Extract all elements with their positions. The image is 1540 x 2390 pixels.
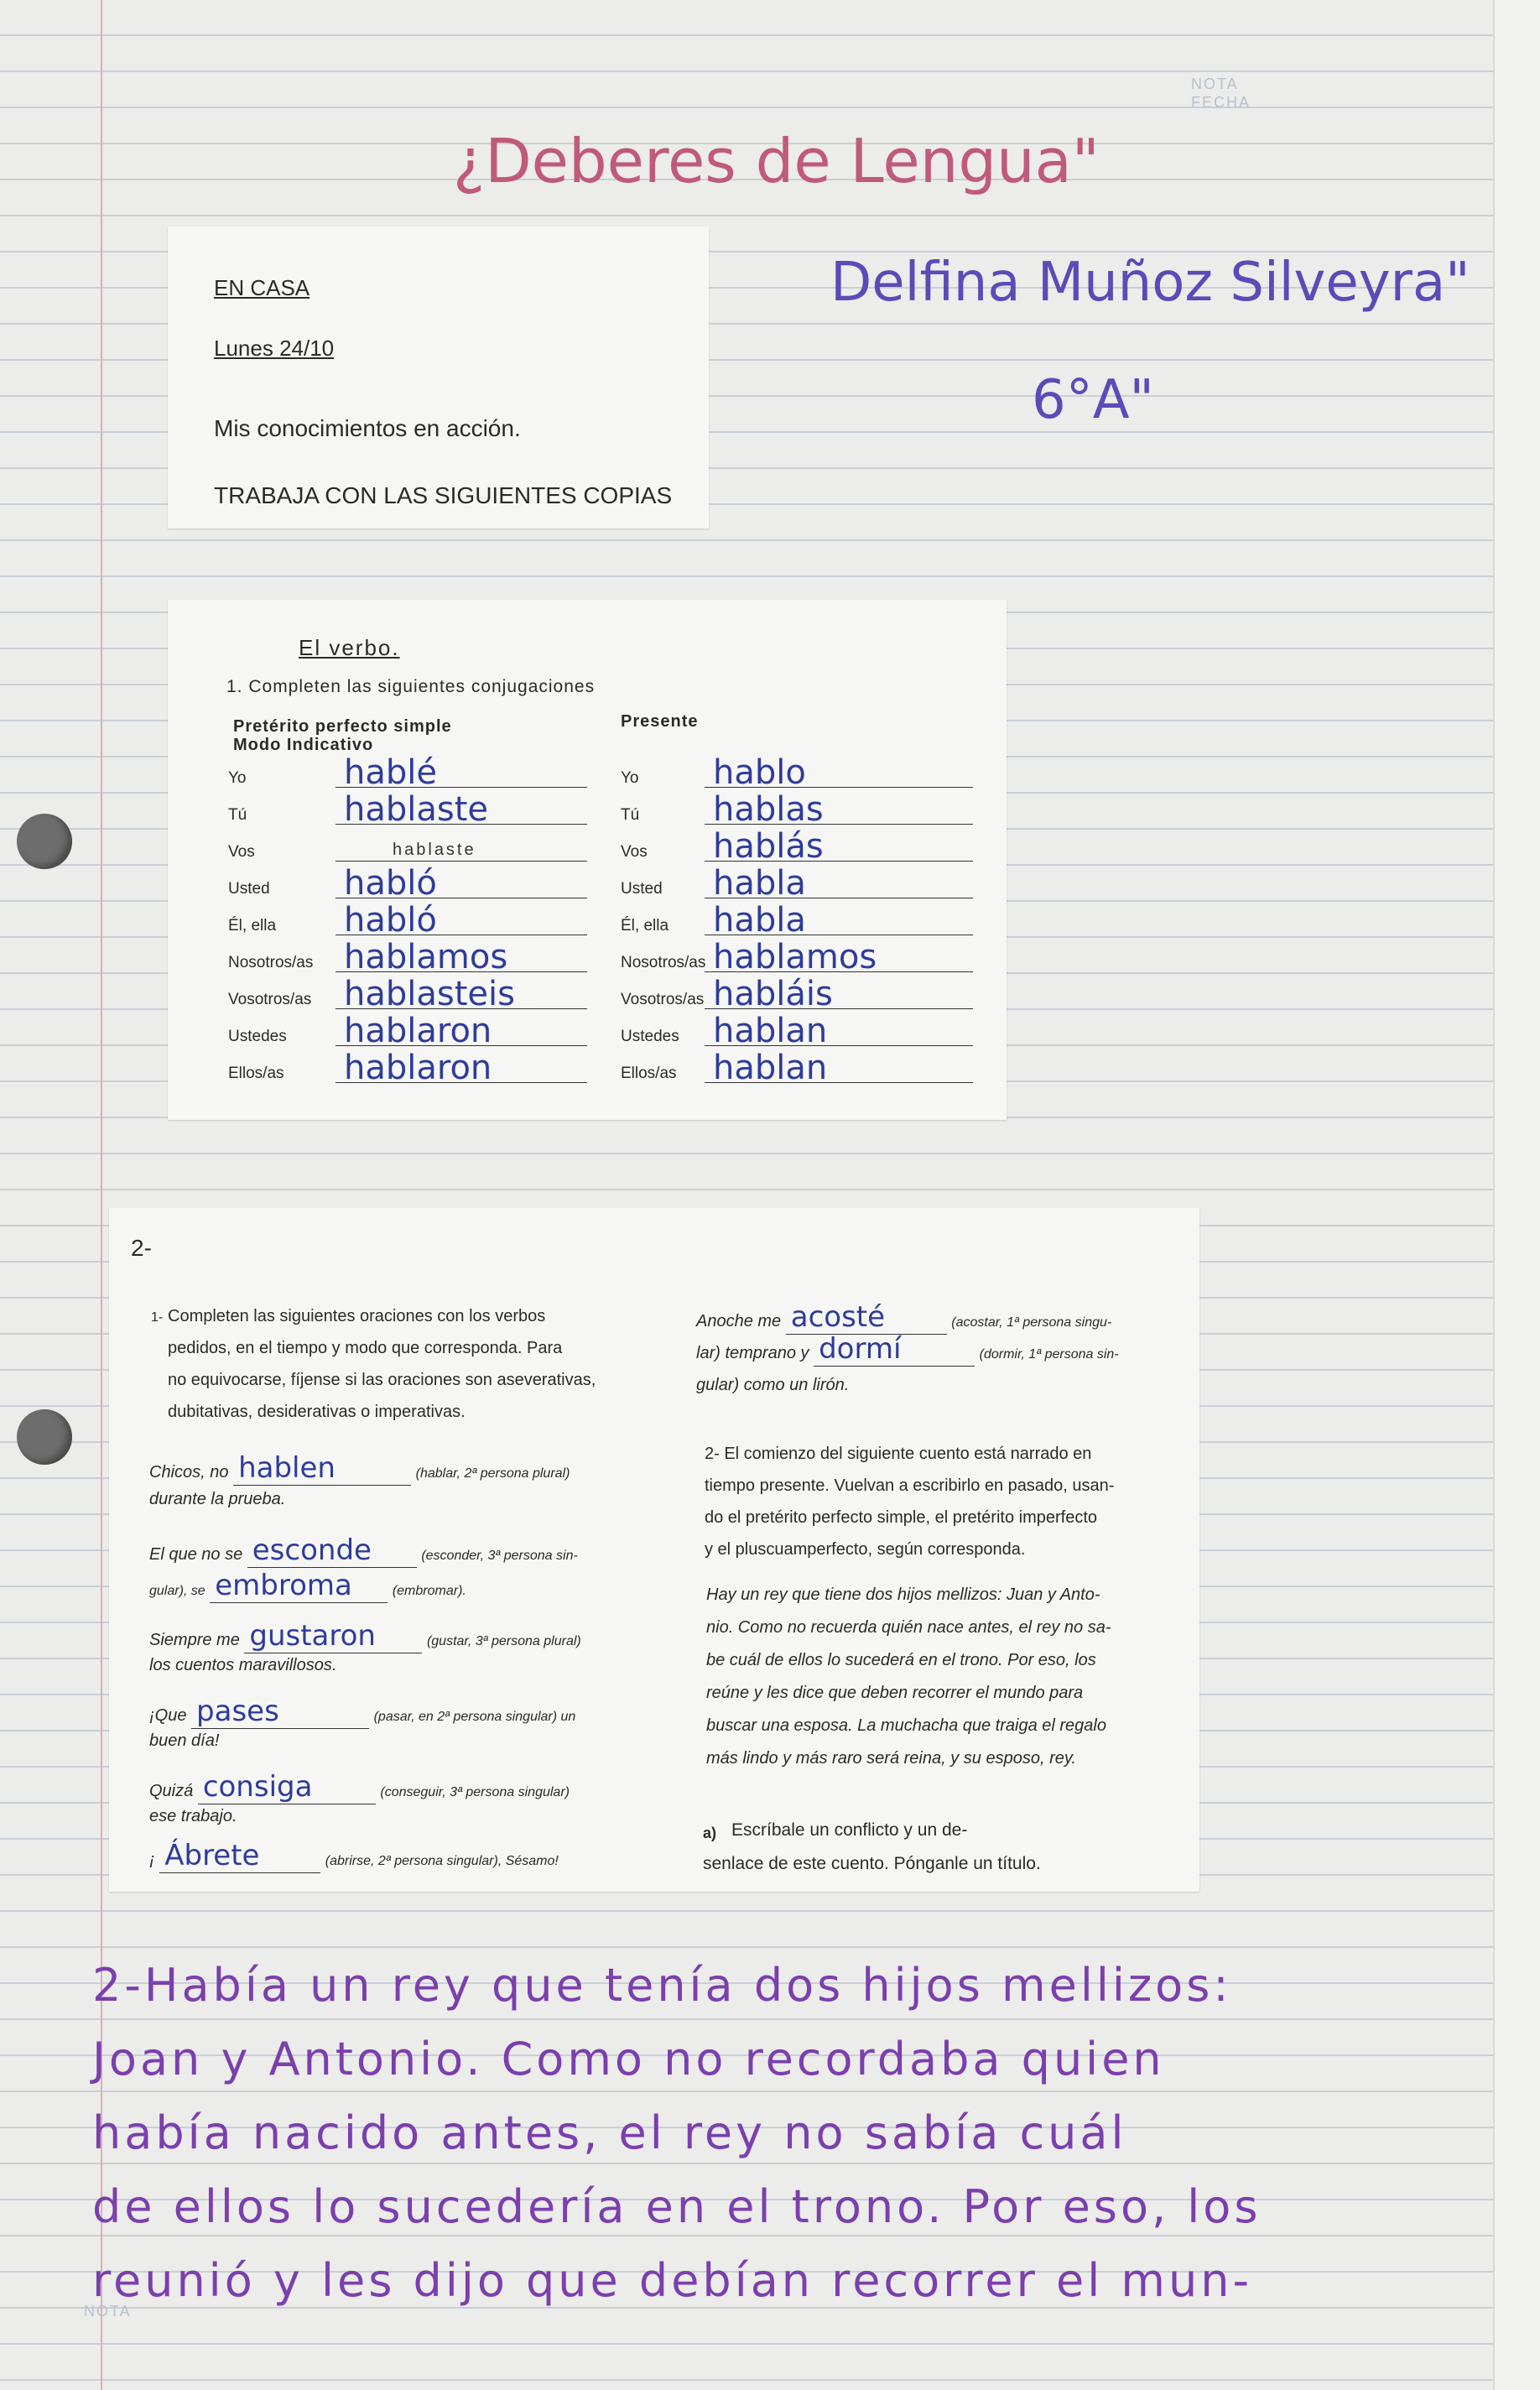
intro-number: 1- <box>151 1310 164 1325</box>
col-header-present: Presente <box>621 712 699 731</box>
r2-pre: lar) temprano y <box>696 1344 809 1362</box>
sentence-4-end: buen día! <box>149 1731 220 1750</box>
conj-answer-past: habló <box>344 901 437 940</box>
conj-answer-line <box>336 861 587 862</box>
sentence-2 <box>149 1533 578 1568</box>
printed-story-line: buscar una esposa. La muchacha que traiga el regalo <box>706 1716 1106 1735</box>
sentence-1-end: durante la prueba. <box>149 1490 286 1508</box>
s2-pre: El que no se <box>149 1545 243 1564</box>
s4-answer: pases <box>191 1695 369 1729</box>
intro-line: pedidos, en el tiempo y modo que corresponda. Para <box>168 1339 563 1357</box>
conj-answer-past: hablaron <box>344 1049 492 1087</box>
s4-pre: ¡Que <box>149 1706 187 1725</box>
binder-hole-top <box>17 814 72 869</box>
s2-hint3: (embromar). <box>392 1584 466 1598</box>
right-sentence-1 <box>696 1300 1111 1335</box>
stamp-fecha: FECHA <box>1191 94 1251 111</box>
conj-row <box>168 827 1007 867</box>
conj-answer-past: hablamos <box>344 938 508 976</box>
r1-answer: acosté <box>786 1300 947 1335</box>
conj-answer-present: hablamos <box>713 938 877 976</box>
handwritten-title: ¿Deberes de Lengua" <box>453 126 1100 196</box>
conj-pronoun-present: Ustedes <box>621 1028 679 1045</box>
conj-pronoun-past: Yo <box>228 769 247 787</box>
conj-answer-present: hablas <box>713 790 824 829</box>
s3-answer: gustaron <box>244 1619 422 1653</box>
s6-answer: Ábrete <box>159 1839 320 1873</box>
sentence-6 <box>149 1839 559 1873</box>
handwritten-story-line: Joan y Antonio. Como no recordaba quien <box>92 2033 1165 2085</box>
intro-line: dubitativas, desiderativas o imperativas. <box>168 1403 466 1421</box>
conj-answer-present: hablan <box>713 1012 828 1050</box>
conj-row <box>168 1049 1007 1088</box>
printed-story-line: reúne y les dice que deben recorrer el mundo para <box>706 1684 1084 1702</box>
conj-pronoun-present: Yo <box>621 769 639 787</box>
exercise-number: 2- <box>131 1235 152 1261</box>
s2-answer: esconde <box>247 1533 417 1568</box>
conj-answer-present: habláis <box>713 975 833 1013</box>
section-heading: EN CASA <box>214 275 310 300</box>
stamp-nota-top: NOTA <box>1191 76 1239 92</box>
conj-row <box>168 938 1007 977</box>
conj-answer-past: hablaste <box>344 790 489 829</box>
s2-answer2: embroma <box>210 1569 388 1603</box>
verb-slip <box>168 600 1007 1120</box>
conj-pronoun-past: Usted <box>228 880 270 898</box>
conj-pronoun-present: Ellos/as <box>621 1065 677 1082</box>
printed-story-line: más lindo y más raro será reina, y su esposo, rey. <box>706 1749 1076 1768</box>
task-a-line2: senlace de este cuento. Pónganle un título. <box>703 1854 1041 1873</box>
conj-pronoun-present: Vos <box>621 843 648 861</box>
r1-hint: (acostar, 1ª persona singu- <box>951 1315 1112 1330</box>
verb-title: El verbo. <box>299 635 400 660</box>
margin-line <box>101 0 102 2390</box>
binder-hole-bottom <box>17 1409 72 1465</box>
right-sentence-3: gular) como un lirón. <box>696 1376 850 1394</box>
intro-slip <box>168 227 709 529</box>
task-2-line: y el pluscuamperfecto, según corresponda. <box>705 1540 1026 1559</box>
sentence-5-end: ese trabajo. <box>149 1807 237 1825</box>
conj-row <box>168 1012 1007 1051</box>
conj-row <box>168 790 1007 830</box>
s1-answer: hablen <box>233 1451 411 1486</box>
printed-story-line: Hay un rey que tiene dos hijos mellizos: Juan y Anto- <box>706 1586 1100 1604</box>
s6-hint: (abrirse, 2ª persona singular), Sésamo! <box>325 1854 559 1868</box>
printed-story-line: be cuál de ellos lo sucederá en el trono. Por eso, los <box>706 1651 1096 1669</box>
handwritten-story-line: había nacido antes, el rey no sabía cuál <box>92 2106 1127 2159</box>
handwritten-story-line: de ellos lo sucedería en el trono. Por eso, los <box>92 2180 1262 2233</box>
intro-line: Completen las siguientes oraciones con los verbos <box>168 1307 546 1325</box>
verb-instruction: 1. Completen las siguientes conjugaciones <box>226 677 596 696</box>
sentence-5 <box>149 1770 570 1804</box>
col-header-past: Pretérito perfecto simple <box>233 717 452 736</box>
conj-pronoun-present: Él, ella <box>621 917 669 935</box>
sentence-3 <box>149 1619 581 1653</box>
lesson-date: Lunes 24/10 <box>214 336 335 361</box>
sentence-4 <box>149 1695 575 1729</box>
r2-hint: (dormir, 1ª persona sin- <box>979 1347 1119 1362</box>
conj-answer-present: hablás <box>713 827 824 866</box>
student-grade: 6°A" <box>1032 369 1154 431</box>
conj-pronoun-past: Ustedes <box>228 1028 287 1045</box>
conj-answer-present: hablo <box>713 753 806 792</box>
conj-pronoun-past: Nosotros/as <box>228 954 314 971</box>
s1-hint: (hablar, 2ª persona plural) <box>415 1466 570 1481</box>
s2-hint2: gular), se <box>149 1584 206 1598</box>
s2-hint: (esconder, 3ª persona sin- <box>421 1549 578 1563</box>
conj-pronoun-past: Él, ella <box>228 917 277 935</box>
handwritten-story-line: 2-Había un rey que tenía dos hijos mellizos: <box>92 1959 1232 2012</box>
sentence-3-end: los cuentos maravillosos. <box>149 1656 337 1674</box>
conj-answer-present: habla <box>713 901 806 940</box>
handwritten-story-line: reunió y les dijo que debían recorrer el mun- <box>92 2254 1252 2307</box>
s5-pre: Quizá <box>149 1782 194 1800</box>
lesson-instruction: TRABAJA CON LAS SIGUIENTES COPIAS <box>214 482 673 508</box>
right-sentence-2 <box>696 1332 1119 1367</box>
s3-hint: (gustar, 3ª persona plural) <box>426 1634 581 1648</box>
lesson-subtitle: Mis conocimientos en acción. <box>214 415 521 441</box>
r1-pre: Anoche me <box>696 1312 782 1330</box>
conj-pronoun-past: Vosotros/as <box>228 991 312 1008</box>
conj-row <box>168 753 1007 793</box>
conj-pronoun-past: Vos <box>228 843 255 861</box>
s5-answer: consiga <box>198 1770 376 1804</box>
sentence-2-cont <box>149 1569 466 1603</box>
conj-pronoun-past: Ellos/as <box>228 1065 284 1082</box>
task-a-line1: Escríbale un conflicto y un de- <box>731 1820 968 1840</box>
conj-row <box>168 864 1007 903</box>
conj-answer-present: hablan <box>713 1049 828 1087</box>
task-2-line: tiempo presente. Vuelvan a escribirlo en pasado, usan- <box>705 1476 1115 1495</box>
s6-pre: ¡ <box>149 1851 155 1869</box>
conj-pronoun-present: Vosotros/as <box>621 991 705 1008</box>
r2-answer: dormí <box>814 1332 975 1367</box>
sentence-1 <box>149 1451 570 1486</box>
s1-pre: Chicos, no <box>149 1463 229 1481</box>
exercise-slip <box>109 1208 1199 1892</box>
col-subheader-mood: Modo Indicativo <box>233 736 374 754</box>
conj-answer-past: hablé <box>344 753 437 792</box>
conj-answer-past: hablasteis <box>344 975 515 1013</box>
student-name: Delfina Muñoz Silveyra" <box>830 252 1470 314</box>
stamp-nota-bottom: NOTA <box>84 2303 132 2320</box>
page-edge <box>1493 0 1540 2390</box>
intro-line: no equivocarse, fíjense si las oraciones son aseverativas, <box>168 1371 596 1389</box>
conj-pronoun-present: Usted <box>621 880 663 898</box>
conj-row <box>168 901 1007 940</box>
conj-pronoun-past: Tú <box>228 806 247 824</box>
task-a-label: a) <box>703 1825 717 1841</box>
conj-answer-past: habló <box>344 864 437 903</box>
conj-answer-past: hablaste <box>393 841 476 859</box>
s5-hint: (conseguir, 3ª persona singular) <box>380 1785 570 1799</box>
conj-row <box>168 975 1007 1014</box>
s4-hint: (pasar, en 2ª persona singular) un <box>373 1710 576 1724</box>
task-2-line: 2- El comienzo del siguiente cuento está narrado en <box>705 1445 1092 1463</box>
conj-pronoun-present: Tú <box>621 806 640 824</box>
task-2-line: do el pretérito perfecto simple, el pretérito imperfecto <box>705 1508 1097 1527</box>
printed-story-line: nio. Como no recuerda quién nace antes, el rey no sa- <box>706 1618 1111 1637</box>
conj-answer-present: habla <box>713 864 806 903</box>
conj-pronoun-present: Nosotros/as <box>621 954 706 971</box>
conj-answer-past: hablaron <box>344 1012 492 1050</box>
s3-pre: Siempre me <box>149 1631 240 1649</box>
